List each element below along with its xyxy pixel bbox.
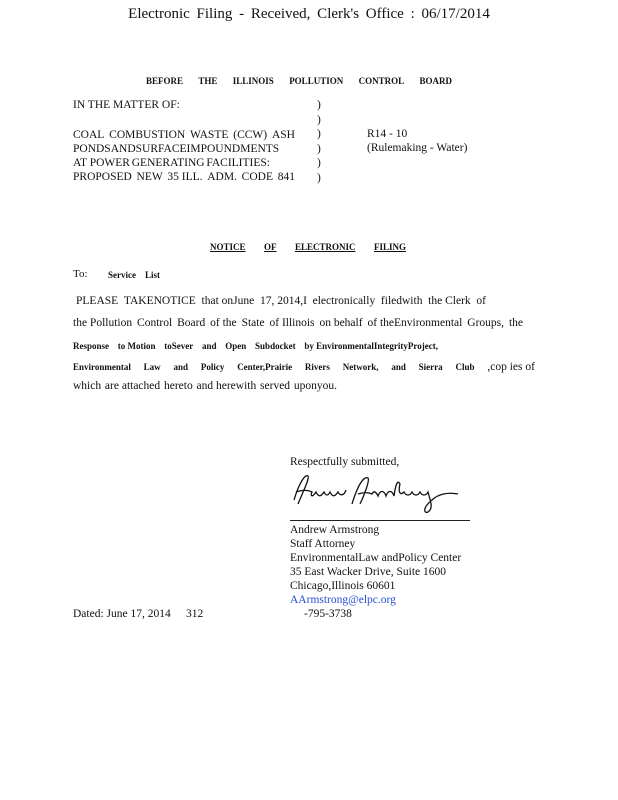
paren: ) xyxy=(317,99,321,111)
caption-word: FACILITIES: xyxy=(206,157,270,169)
signer-address-2: Chicago,Illinois 60601 xyxy=(290,580,396,592)
caption-word: COMBUSTION xyxy=(109,129,186,141)
body-word: Rivers xyxy=(304,362,330,372)
notice-title-word: NOTICE xyxy=(210,242,246,252)
to-label: To: xyxy=(73,268,88,280)
caption-word: 35 ILL. xyxy=(167,171,203,183)
caption-word: NEW xyxy=(136,171,163,183)
rulemaking-type: (Rulemaking - Water) xyxy=(367,142,468,154)
board-title-word: THE xyxy=(198,76,218,86)
body-word: 17, 2014,I xyxy=(259,295,307,307)
caption-word: AND xyxy=(110,143,136,155)
board-title-word: ILLINOIS xyxy=(232,76,274,86)
body-word: hereto xyxy=(163,380,193,392)
notice-title-word: FILING xyxy=(373,242,406,252)
paren: ) xyxy=(317,113,321,126)
body-word: Open xyxy=(225,341,247,351)
caption-word: CODE xyxy=(241,171,273,183)
caption-word: COAL xyxy=(73,129,105,141)
body-word: Control xyxy=(137,317,173,329)
body-word: filedwith xyxy=(380,295,423,307)
body-line-5 xyxy=(73,380,337,392)
notice-title-word: ELECTRONIC xyxy=(294,242,356,252)
body-word: of xyxy=(476,295,486,307)
board-title-word: BEFORE xyxy=(146,76,184,86)
body-word: which xyxy=(73,380,102,392)
paren: ) xyxy=(317,142,321,155)
body-line-4 xyxy=(73,361,535,373)
signature-line xyxy=(290,520,470,521)
caption-line-4 xyxy=(73,170,295,185)
body-word: and xyxy=(202,341,217,351)
body-word: and xyxy=(391,362,406,372)
body-word: Groups, xyxy=(467,317,505,329)
caption-word: ASH xyxy=(271,129,295,141)
body-word: Policy xyxy=(200,362,225,372)
paren: ) xyxy=(317,128,321,140)
recipient-word: List xyxy=(144,270,160,280)
body-word: that onJune xyxy=(201,295,255,307)
caption-word: PROPOSED xyxy=(73,171,132,183)
body-word: by EnvironmentalIntegrityProject, xyxy=(304,341,438,351)
body-word: Subdocket xyxy=(255,341,296,351)
signer-email[interactable]: AArmstrong@elpc.org xyxy=(290,594,396,606)
caption-line-3 xyxy=(73,156,270,171)
body-word: served xyxy=(260,380,291,392)
caption-parens xyxy=(317,98,321,185)
signer-org: EnvironmentalLaw andPolicy Center xyxy=(290,552,462,564)
caption-word: (CCW) xyxy=(233,129,268,141)
body-word: of theEnvironmental xyxy=(367,317,463,329)
body-word: Club xyxy=(455,362,475,372)
caption-word: 841 xyxy=(277,171,295,183)
body-word: Law xyxy=(143,362,161,372)
body-word: Response xyxy=(73,341,110,351)
in-the-matter: IN THE MATTER OF: xyxy=(73,99,180,111)
body-line-1 xyxy=(76,295,486,307)
notice-title xyxy=(210,242,406,252)
caption-word: PONDS xyxy=(73,143,111,155)
closing: Respectfully submitted, xyxy=(290,456,400,468)
handwritten-signature xyxy=(288,470,468,518)
body-word: Environmental xyxy=(73,362,131,372)
signer-phone: -795-3738 xyxy=(304,608,352,620)
body-line-3 xyxy=(73,341,438,351)
caption-line-1 xyxy=(73,128,295,143)
body-word: of the xyxy=(210,317,237,329)
caption-word: GENERATING xyxy=(131,157,205,169)
body-word: to Motion xyxy=(117,341,156,351)
body-word: the xyxy=(508,317,523,329)
body-word: of Illinois xyxy=(269,317,315,329)
body-word: on behalf xyxy=(319,317,363,329)
signer-title: Staff Attorney xyxy=(290,538,356,550)
body-word: and herewith xyxy=(196,380,257,392)
body-word: uponyou. xyxy=(293,380,337,392)
body-word: are attached xyxy=(104,380,161,392)
caption-word: SURFACEIMPOUNDMENTS xyxy=(135,143,280,155)
body-word: the Clerk xyxy=(428,295,471,307)
paren: ) xyxy=(317,157,321,169)
body-word: State xyxy=(241,317,265,329)
body-line-2 xyxy=(73,317,523,329)
body-word: ,cop ies of xyxy=(487,361,535,373)
signer-address-1: 35 East Wacker Drive, Suite 1600 xyxy=(290,566,446,578)
filing-header: Electronic Filing - Received, Clerk's Office : 06/17/2014 xyxy=(128,6,490,22)
caption-word: AT POWER xyxy=(73,157,130,169)
body-word: toSever xyxy=(164,341,194,351)
body-word: Network, xyxy=(342,362,379,372)
body-word: and xyxy=(173,362,189,372)
to-recipient xyxy=(108,270,160,280)
body-word: TAKENOTICE xyxy=(123,295,196,307)
board-title-word: POLLUTION xyxy=(289,76,344,86)
signer-name: Andrew Armstrong xyxy=(290,524,380,536)
body-word: Sierra xyxy=(418,362,443,372)
body-word: electronically xyxy=(312,295,376,307)
board-title-word: CONTROL xyxy=(358,76,405,86)
body-word: Board xyxy=(177,317,206,329)
notice-title-word: OF xyxy=(264,242,277,252)
body-word: PLEASE xyxy=(76,295,119,307)
caption-word: ADM. xyxy=(207,171,237,183)
caption-line-2 xyxy=(73,142,280,157)
docket-number: R14 - 10 xyxy=(367,128,408,140)
recipient-word: Service xyxy=(108,270,136,280)
body-word: the Pollution xyxy=(73,317,133,329)
paren: ) xyxy=(317,171,321,184)
caption-word: WASTE xyxy=(190,129,229,141)
dated-line: Dated: June 17, 2014 xyxy=(73,608,171,620)
phone-area-code: 312 xyxy=(186,608,204,620)
board-title xyxy=(146,76,452,86)
board-title-word: BOARD xyxy=(419,76,452,86)
body-word: Center,Prairie xyxy=(237,362,293,372)
